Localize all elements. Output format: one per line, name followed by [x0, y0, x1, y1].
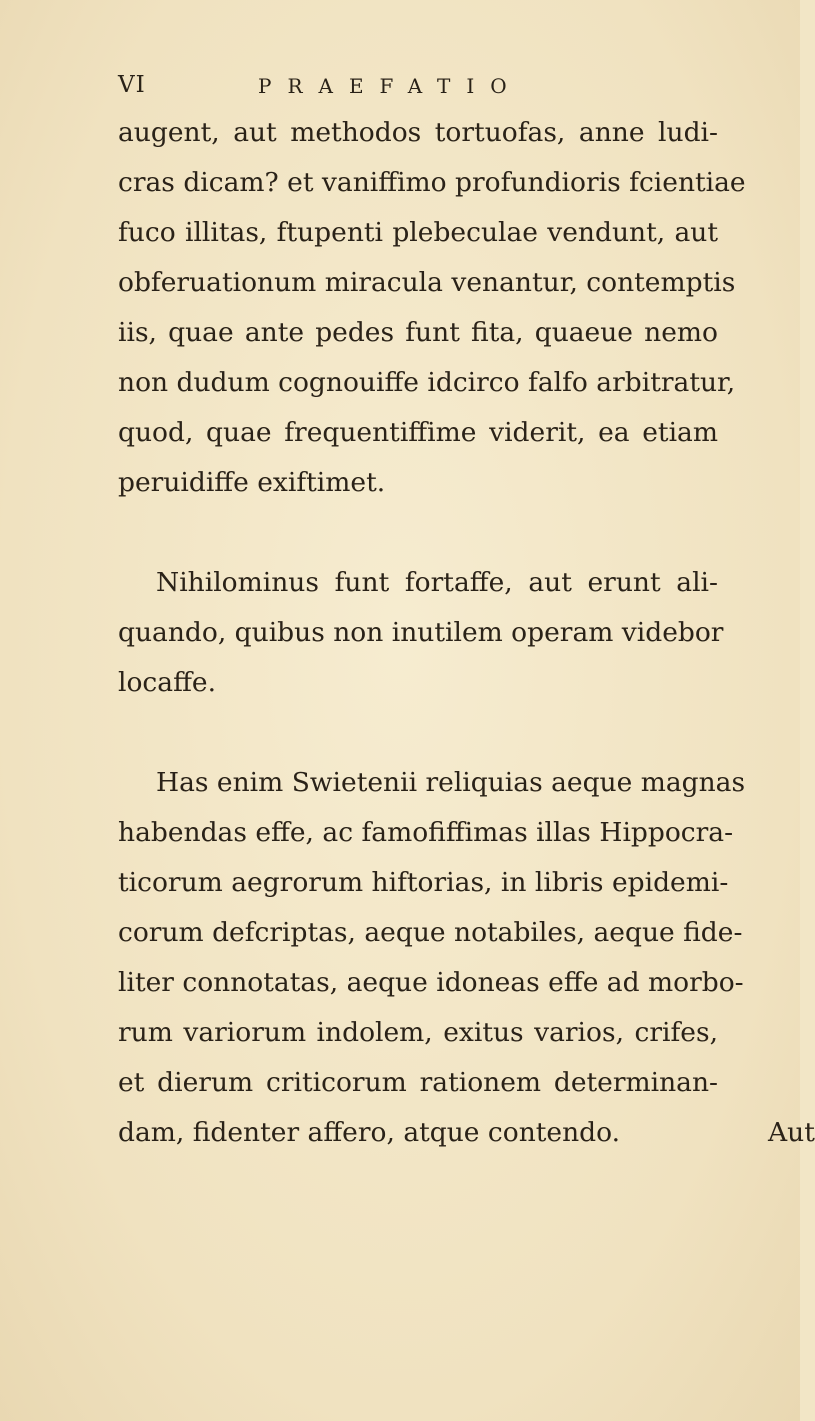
text-line: cras dicam? et vaniffimo profundioris fcientiae: [118, 167, 746, 198]
text-line: ticorum aegrorum hiftorias, in libris epidemi-: [118, 867, 729, 898]
text-line: augent, aut methodos tortuofas, anne ludi-: [118, 117, 718, 148]
text-line: liter connotatas, aeque idoneas effe ad morbo-: [118, 967, 744, 998]
text-line: fuco illitas, ftupenti plebeculae vendunt, aut: [118, 217, 718, 248]
text-line: rum variorum indolem, exitus varios, crifes,: [118, 1017, 718, 1048]
text-line: quando, quibus non inutilem operam videbor: [118, 617, 724, 648]
text-line: obferuationum miracula venantur, contemptis: [118, 267, 736, 298]
text-line: non dudum cognouiffe idcirco falfo arbitratur,: [118, 367, 736, 398]
body-text: [118, 108, 815, 1158]
page-number: VI: [118, 72, 146, 98]
paragraph-3: [118, 758, 746, 1158]
text-line: quod, quae frequentiffime viderit, ea etiam: [118, 417, 718, 448]
text-line: Has enim Swietenii reliquias aeque magnas: [156, 767, 746, 798]
catchword: Aut: [768, 1117, 815, 1148]
text-line: locaffe.: [118, 667, 217, 698]
paragraph-1: [118, 108, 746, 508]
text-line: Nihilominus funt fortaffe, aut erunt ali-: [156, 567, 718, 598]
page-header: [118, 72, 718, 102]
running-head: PRAEFATIO: [258, 74, 523, 98]
text-line: et dierum criticorum rationem determinan-: [118, 1067, 718, 1098]
paragraph-2: [118, 558, 724, 708]
text-line: corum defcriptas, aeque notabiles, aeque fide-: [118, 917, 743, 948]
paragraph-spacer: [118, 508, 718, 558]
paragraph-spacer: [118, 708, 718, 758]
text-line: peruidiffe exiftimet.: [118, 467, 386, 498]
text-line: habendas effe, ac famofiffimas illas Hippocra-: [118, 817, 734, 848]
text-line: dam, fidenter affero, atque contendo.: [118, 1117, 621, 1148]
text-line: iis, quae ante pedes funt fita, quaeue nemo: [118, 317, 718, 348]
